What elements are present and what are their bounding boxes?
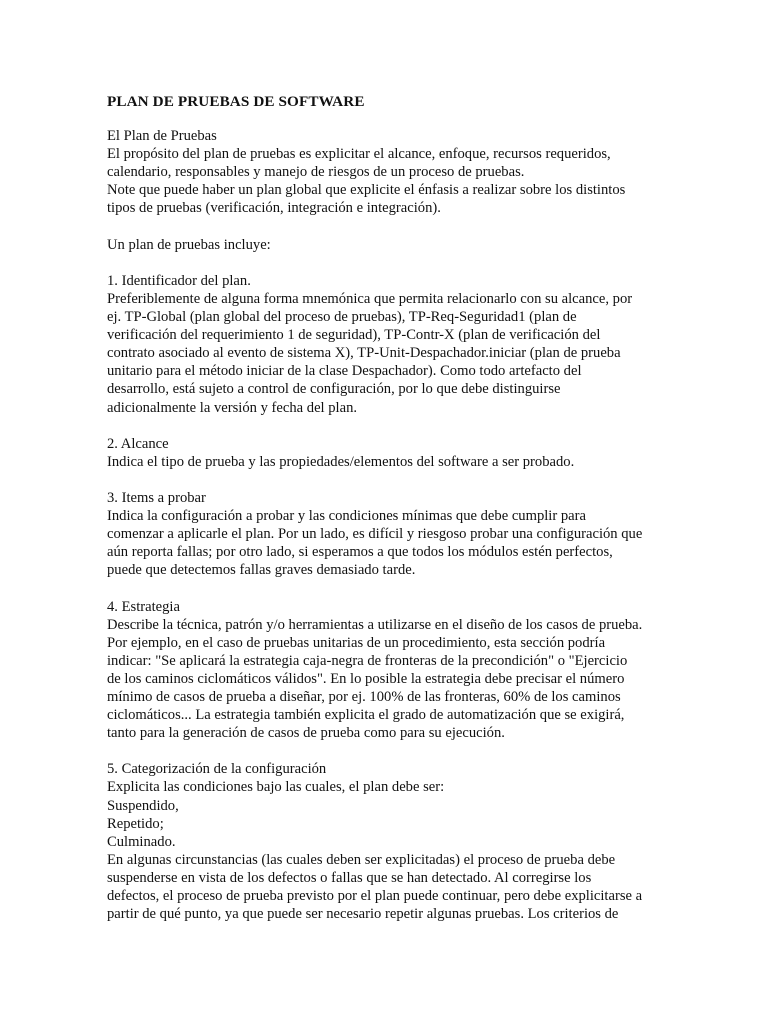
paragraph-spacer xyxy=(107,417,667,435)
paragraph-spacer xyxy=(107,254,667,272)
paragraph xyxy=(107,598,667,743)
text-line: partir de qué punto, ya que puede ser necesario repetir algunas pruebas. Los criterios de xyxy=(107,906,619,923)
text-line: defectos, el proceso de prueba previsto por el plan puede continuar, pero debe explicitarse a xyxy=(107,888,643,905)
text-line: En algunas circunstancias (las cuales deben ser explicitadas) el proceso de prueba debe xyxy=(107,851,616,868)
paragraph xyxy=(107,760,667,923)
text-line: Note que puede haber un plan global que explicite el énfasis a realizar sobre los distintos xyxy=(107,182,626,199)
text-line: Suspendido, xyxy=(107,797,179,814)
text-line: adicionalmente la versión y fecha del plan. xyxy=(107,399,358,416)
text-line: aún reporta fallas; por otro lado, si esperamos a que todos los módulos estén perfectos, xyxy=(107,544,613,561)
paragraph xyxy=(107,435,667,471)
paragraph-spacer xyxy=(107,579,667,597)
text-line: ciclomáticos... La estrategia también explicita el grado de automatización que se exigirá, xyxy=(107,707,625,724)
text-line: tipos de pruebas (verificación, integración e integración). xyxy=(107,200,441,217)
document-title: PLAN DE PRUEBAS DE SOFTWARE xyxy=(107,93,365,110)
text-line: 4. Estrategia xyxy=(107,598,180,615)
text-line: 5. Categorización de la configuración xyxy=(107,761,327,778)
text-line: contrato asociado al evento de sistema X), TP-Unit-Despachador.iniciar (plan de prueba xyxy=(107,345,621,362)
paragraph-spacer xyxy=(107,218,667,236)
text-line: mínimo de casos de prueba a diseñar, por ej. 100% de las fronteras, 60% de los caminos xyxy=(107,689,621,705)
text-line: Preferiblemente de alguna forma mnemónica que permita relacionarlo con su alcance, por xyxy=(107,290,633,307)
paragraph xyxy=(107,489,667,579)
paragraph xyxy=(107,236,667,254)
text-line: calendario, responsables y manejo de riesgos de un proceso de pruebas. xyxy=(107,164,525,181)
text-line: El propósito del plan de pruebas es explicitar el alcance, enfoque, recursos requeridos, xyxy=(107,146,611,163)
text-line: Culminado. xyxy=(107,833,176,850)
text-line: 2. Alcance xyxy=(107,435,169,452)
document-body xyxy=(107,127,667,923)
text-line: verificación del requerimiento 1 de seguridad), TP-Contr-X (plan de verificación del xyxy=(107,327,601,344)
paragraph xyxy=(107,272,667,417)
text-line: 1. Identificador del plan. xyxy=(107,272,251,289)
text-line: puede que detectemos fallas graves demasiado tarde. xyxy=(107,562,416,579)
text-line: El Plan de Pruebas xyxy=(107,128,217,145)
document-content xyxy=(107,93,667,923)
text-line: unitario para el método iniciar de la clase Despachador). Como todo artefacto del xyxy=(107,363,582,380)
paragraph-spacer xyxy=(107,742,667,760)
text-line: Describe la técnica, patrón y/o herramientas a utilizarse en el diseño de los casos de prueba. xyxy=(107,616,643,633)
text-line: tanto para la generación de casos de prueba como para su ejecución. xyxy=(107,725,505,742)
text-line: comenzar a aplicarle el plan. Por un lado, es difícil y riesgoso probar una configuración que xyxy=(107,526,643,543)
text-line: de los caminos ciclomáticos válidos". En lo posible la estrategia debe precisar el número xyxy=(107,670,625,687)
text-line: Indica la configuración a probar y las condiciones mínimas que debe cumplir para xyxy=(107,508,586,525)
text-line: 3. Items a probar xyxy=(107,489,206,506)
text-line: Explicita las condiciones bajo las cuales, el plan debe ser: xyxy=(107,779,445,796)
text-line: desarrollo, está sujeto a control de configuración, por lo que debe distinguirse xyxy=(107,381,561,398)
text-line: suspenderse en vista de los defectos o fallas que se han detectado. Al corregirse los xyxy=(107,869,592,886)
paragraph-spacer xyxy=(107,471,667,489)
text-line: Indica el tipo de prueba y las propiedades/elementos del software a ser probado. xyxy=(107,453,575,470)
text-line: ej. TP-Global (plan global del proceso de pruebas), TP-Req-Seguridad1 (plan de xyxy=(107,309,577,326)
text-line: Un plan de pruebas incluye: xyxy=(107,236,271,253)
paragraph xyxy=(107,127,667,217)
text-line: Repetido; xyxy=(107,815,164,832)
text-line: Por ejemplo, en el caso de pruebas unitarias de un procedimiento, esta sección podría xyxy=(107,634,606,651)
text-line: indicar: "Se aplicará la estrategia caja-negra de fronteras de la precondición" o "Ejercicio xyxy=(107,652,628,669)
